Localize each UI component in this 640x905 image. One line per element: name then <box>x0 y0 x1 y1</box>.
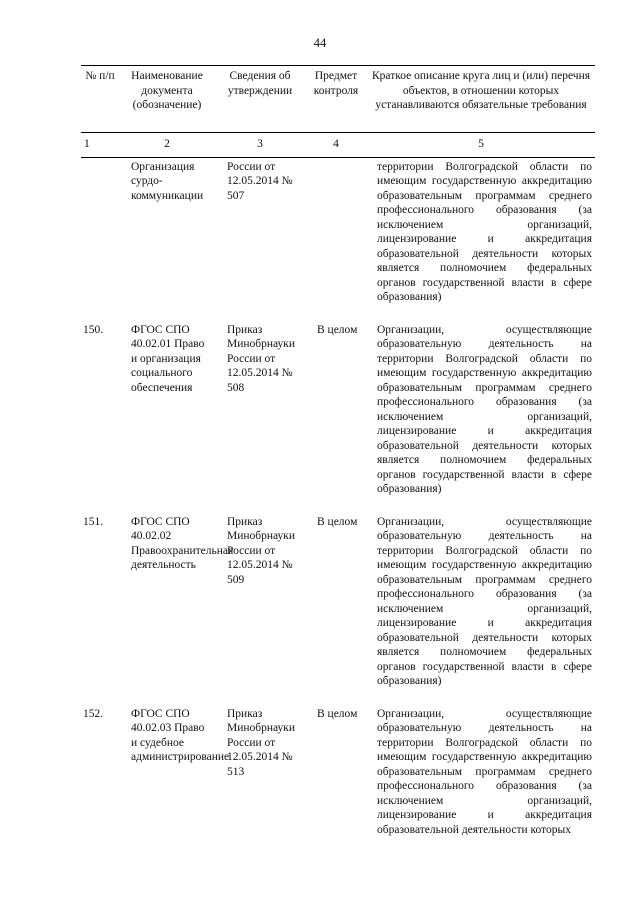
column-number: 4 <box>305 133 367 158</box>
page-number: 44 <box>313 36 327 50</box>
table-row <box>81 707 595 856</box>
row-number: 150. <box>83 323 104 336</box>
document-name: Организация сурдо-коммуникации <box>131 160 204 202</box>
table-header-row <box>81 66 595 133</box>
column-number: 5 <box>367 133 595 158</box>
approval-info: Приказ Минобрнауки России от 12.05.2014 № 508 <box>227 323 296 394</box>
approval-info: Приказ Минобрнауки России от 12.05.2014 № 509 <box>227 515 296 586</box>
header-approval-info: Сведения об утверждении <box>215 66 305 133</box>
table-row <box>81 515 595 707</box>
approval-info: Приказ Минобрнауки России от 12.05.2014 № 513 <box>227 707 296 778</box>
requirements-table <box>81 65 595 855</box>
header-number: № п/п <box>81 66 119 133</box>
row-number: 151. <box>83 515 104 528</box>
control-subject: В целом <box>317 515 358 528</box>
column-number: 1 <box>81 133 119 158</box>
control-subject <box>305 157 367 323</box>
control-subject: В целом <box>317 707 358 720</box>
description: Организации, осуществляющие образовательную деятельность на территории Волгоградской области по имеющим государственную аккредитацию образовательным программам среднего профессионального образования (за исключением организаций, лицензирование и аккредитация образовательной деятельности которых является полномочием федеральных органов государственной власти в сфере образования) <box>377 515 592 687</box>
column-number: 2 <box>119 133 215 158</box>
header-document-name: Наименование документа (обозначение) <box>119 66 215 133</box>
column-number-row <box>81 133 595 158</box>
row-number: 152. <box>83 707 104 720</box>
row-number <box>81 157 119 323</box>
table-row <box>81 157 595 323</box>
table-row <box>81 323 595 515</box>
column-number: 3 <box>215 133 305 158</box>
header-description: Краткое описание круга лиц и (или) перечня объектов, в отношении которых устанавливаются обязательные требования <box>367 66 595 133</box>
document-name: ФГОС СПО 40.02.03 Право и судебное администрирование <box>131 707 230 763</box>
document-name: ФГОС СПО 40.02.02 Правоохранительная деятельность <box>131 515 234 571</box>
description: Организации, осуществляющие образовательную деятельность на территории Волгоградской области по имеющим государственную аккредитацию образовательным программам среднего профессионального образования (за исключением организаций, лицензирование и аккредитация образовательной деятельности которых является полномочием федеральных органов государственной власти в сфере образования) <box>377 323 592 495</box>
description: территории Волгоградской области по имеющим государственную аккредитацию образовательным программам среднего профессионального образования (за исключением организаций, лицензирование и аккредитация образовательной деятельности которых является полномочием федеральных органов государственной власти в сфере образования) <box>377 160 592 303</box>
document-name: ФГОС СПО 40.02.01 Право и организация социального обеспечения <box>131 323 205 394</box>
approval-info: России от 12.05.2014 № 507 <box>227 160 293 202</box>
header-control-subject: Предмет контроля <box>305 66 367 133</box>
control-subject: В целом <box>317 323 358 336</box>
description: Организации, осуществляющие образовательную деятельность на территории Волгоградской области по имеющим государственную аккредитацию образовательным программам среднего профессионального образования (за исключением организаций, лицензирование и аккредитация образовательной деятельности которых <box>377 707 592 836</box>
